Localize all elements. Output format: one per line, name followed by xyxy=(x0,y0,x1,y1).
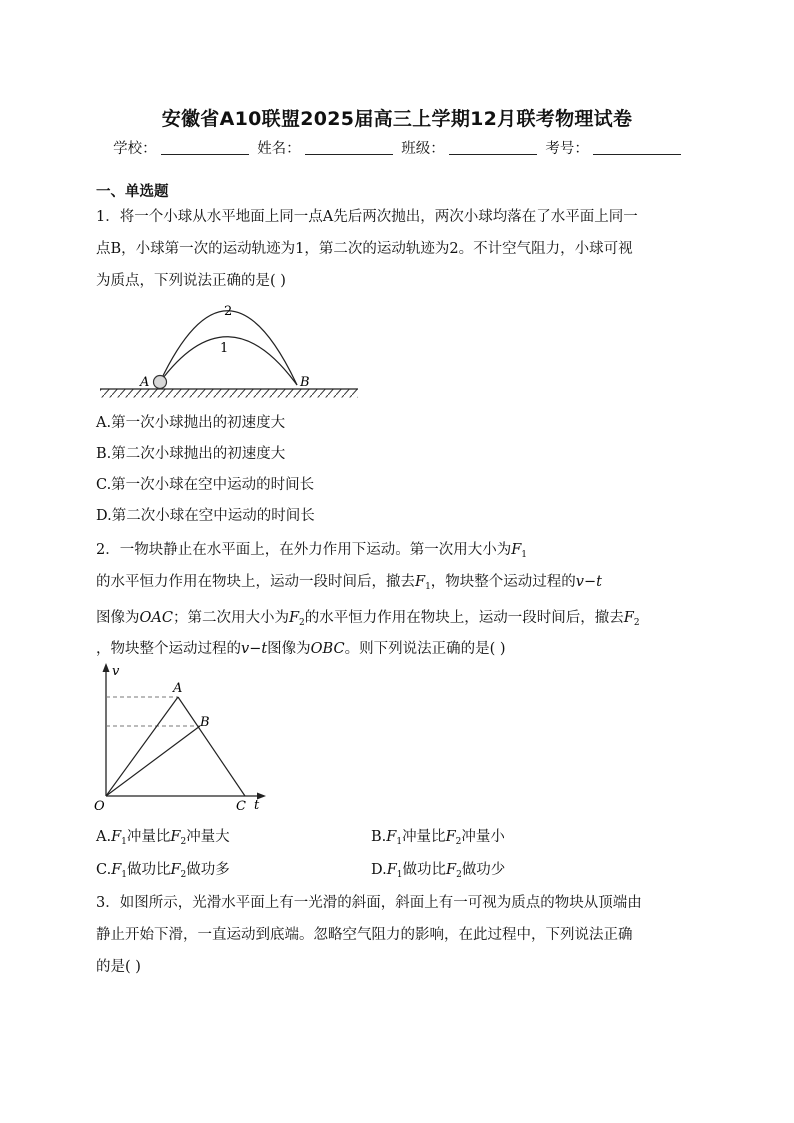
ball xyxy=(154,376,167,389)
student-info-line xyxy=(0,137,794,158)
subscript-2: 2 xyxy=(455,837,462,847)
q2-option-d[interactable] xyxy=(371,858,505,880)
q2-option-c[interactable] xyxy=(96,858,230,880)
school-field xyxy=(113,137,249,158)
subscript-2: 2 xyxy=(299,618,305,628)
class-label: 班级： xyxy=(401,141,445,157)
option-mid: 冲量比 xyxy=(126,829,171,845)
page-title: 安徽省A10联盟2025届高三上学期12月联考物理试卷 xyxy=(161,108,633,130)
exam-number-label: 考号： xyxy=(545,141,589,157)
label-2: 2 xyxy=(224,304,233,319)
school-label: 学校： xyxy=(113,141,157,157)
symbol-vt: v−t xyxy=(241,641,268,657)
option-mid: 冲量比 xyxy=(402,829,446,845)
option-post: 冲量大 xyxy=(186,829,230,845)
q3-line-2: 静止开始下滑，一直运动到底端。忽略空气阻力的影响，在此过程中，下列说法正确 xyxy=(96,927,633,943)
axis-t-label: t xyxy=(254,798,260,813)
symbol-obc: OBC xyxy=(310,641,345,657)
segment-ac xyxy=(178,697,245,796)
q1-option-d[interactable]: D.第二次小球在空中运动的时间长 xyxy=(96,508,315,524)
symbol-f: F xyxy=(111,829,122,845)
option-prefix: C. xyxy=(96,862,112,878)
q2-line-4-text: ，物块整个运动过程的 xyxy=(96,641,241,657)
option-mid: 做功比 xyxy=(126,862,171,878)
q2-line-1-text: 2．一物块静止在水平面上，在外力作用下运动。第一次用大小为 xyxy=(96,542,512,558)
symbol-f: F xyxy=(386,862,397,878)
ground-hatch xyxy=(100,390,358,398)
q2-line-3-text-b: ；第二次用大小为 xyxy=(172,610,289,626)
subscript-1: 1 xyxy=(521,550,528,560)
v-axis-arrow xyxy=(103,663,110,672)
symbol-f: F xyxy=(623,610,634,626)
exam-number-blank[interactable] xyxy=(593,140,681,155)
subscript-2: 2 xyxy=(180,870,187,880)
school-blank[interactable] xyxy=(161,140,249,155)
label-B: B xyxy=(200,715,210,730)
exam-number-field xyxy=(545,137,681,158)
subscript-2: 2 xyxy=(180,837,187,847)
q2-line-2 xyxy=(96,570,706,592)
trajectory-1 xyxy=(160,337,297,385)
q2-line-2-text-b: ，物块整个运动过程的 xyxy=(430,574,576,590)
subscript-2: 2 xyxy=(456,870,462,880)
class-blank[interactable] xyxy=(449,140,537,155)
name-label: 姓名： xyxy=(257,141,301,157)
q2-line-1 xyxy=(96,538,706,560)
name-blank[interactable] xyxy=(305,140,393,155)
q1-line-3: 为质点，下列说法正确的是( ) xyxy=(96,273,286,289)
label-1: 1 xyxy=(220,341,229,356)
label-O: O xyxy=(94,799,105,814)
q2-line-3 xyxy=(96,606,706,628)
option-post: 做功少 xyxy=(461,862,506,878)
option-prefix: B. xyxy=(371,829,387,845)
q1-option-b[interactable]: B.第二次小球抛出的初速度大 xyxy=(96,446,286,462)
q2-option-b[interactable] xyxy=(371,825,505,847)
symbol-f: F xyxy=(288,610,300,626)
segment-ob xyxy=(106,726,200,796)
q2-line-2-text: 的水平恒力作用在物块上，运动一段时间后，撤去 xyxy=(96,574,415,590)
q2-line-3-text: 图像为 xyxy=(96,610,140,626)
q1-line-2: 点B，小球第一次的运动轨迹为1，第二次的运动轨迹为2。不计空气阻力，小球可视 xyxy=(96,241,633,257)
trajectory-2 xyxy=(160,311,297,385)
q3-line-3: 的是( ) xyxy=(96,959,141,975)
q2-vt-graph xyxy=(90,660,280,815)
option-prefix: A. xyxy=(96,829,112,845)
subscript-2: 2 xyxy=(633,618,640,628)
symbol-f: F xyxy=(170,862,181,878)
q2-line-4 xyxy=(96,637,706,658)
symbol-f: F xyxy=(111,862,122,878)
option-post: 冲量小 xyxy=(461,829,505,845)
symbol-f: F xyxy=(415,574,426,590)
symbol-f: F xyxy=(446,862,457,878)
q1-trajectory-figure xyxy=(96,296,366,402)
option-prefix: D. xyxy=(371,862,387,878)
q1-option-c[interactable]: C.第一次小球在空中运动的时间长 xyxy=(96,477,315,493)
symbol-f: F xyxy=(170,829,181,845)
segment-oa xyxy=(106,697,178,796)
q1-option-a[interactable]: A.第一次小球抛出的初速度大 xyxy=(96,415,286,431)
symbol-f: F xyxy=(511,542,522,558)
q2-line-4-text-c: 。则下列说法正确的是( ) xyxy=(344,641,506,657)
subscript-1: 1 xyxy=(121,870,127,880)
subscript-1: 1 xyxy=(396,870,403,880)
label-A: A xyxy=(140,375,150,390)
label-A: A xyxy=(173,681,183,696)
section-heading: 一、单选题 xyxy=(96,184,169,200)
symbol-f: F xyxy=(445,829,456,845)
axis-v-label: v xyxy=(112,664,120,679)
q2-line-3-text-c: 的水平恒力作用在物块上，运动一段时间后，撤去 xyxy=(304,610,624,626)
option-post: 做功多 xyxy=(186,862,230,878)
q1-line-1: 1．将一个小球从水平地面上同一点A先后两次抛出，两次小球均落在了水平面上同一 xyxy=(96,209,638,225)
class-field xyxy=(401,137,537,158)
option-mid: 做功比 xyxy=(402,862,447,878)
subscript-1: 1 xyxy=(425,582,431,592)
q2-option-a[interactable] xyxy=(96,825,230,847)
name-field xyxy=(257,137,393,158)
symbol-vt: v−t xyxy=(575,574,602,590)
symbol-f: F xyxy=(386,829,397,845)
symbol-oac: OAC xyxy=(139,610,173,626)
subscript-1: 1 xyxy=(121,837,127,847)
q3-line-1: 3．如图所示，光滑水平面上有一光滑的斜面，斜面上有一可视为质点的物块从顶端由 xyxy=(96,895,642,911)
subscript-1: 1 xyxy=(396,837,403,847)
q2-line-4-text-b: 图像为 xyxy=(267,641,311,657)
label-B: B xyxy=(300,375,310,390)
label-C: C xyxy=(236,799,246,814)
